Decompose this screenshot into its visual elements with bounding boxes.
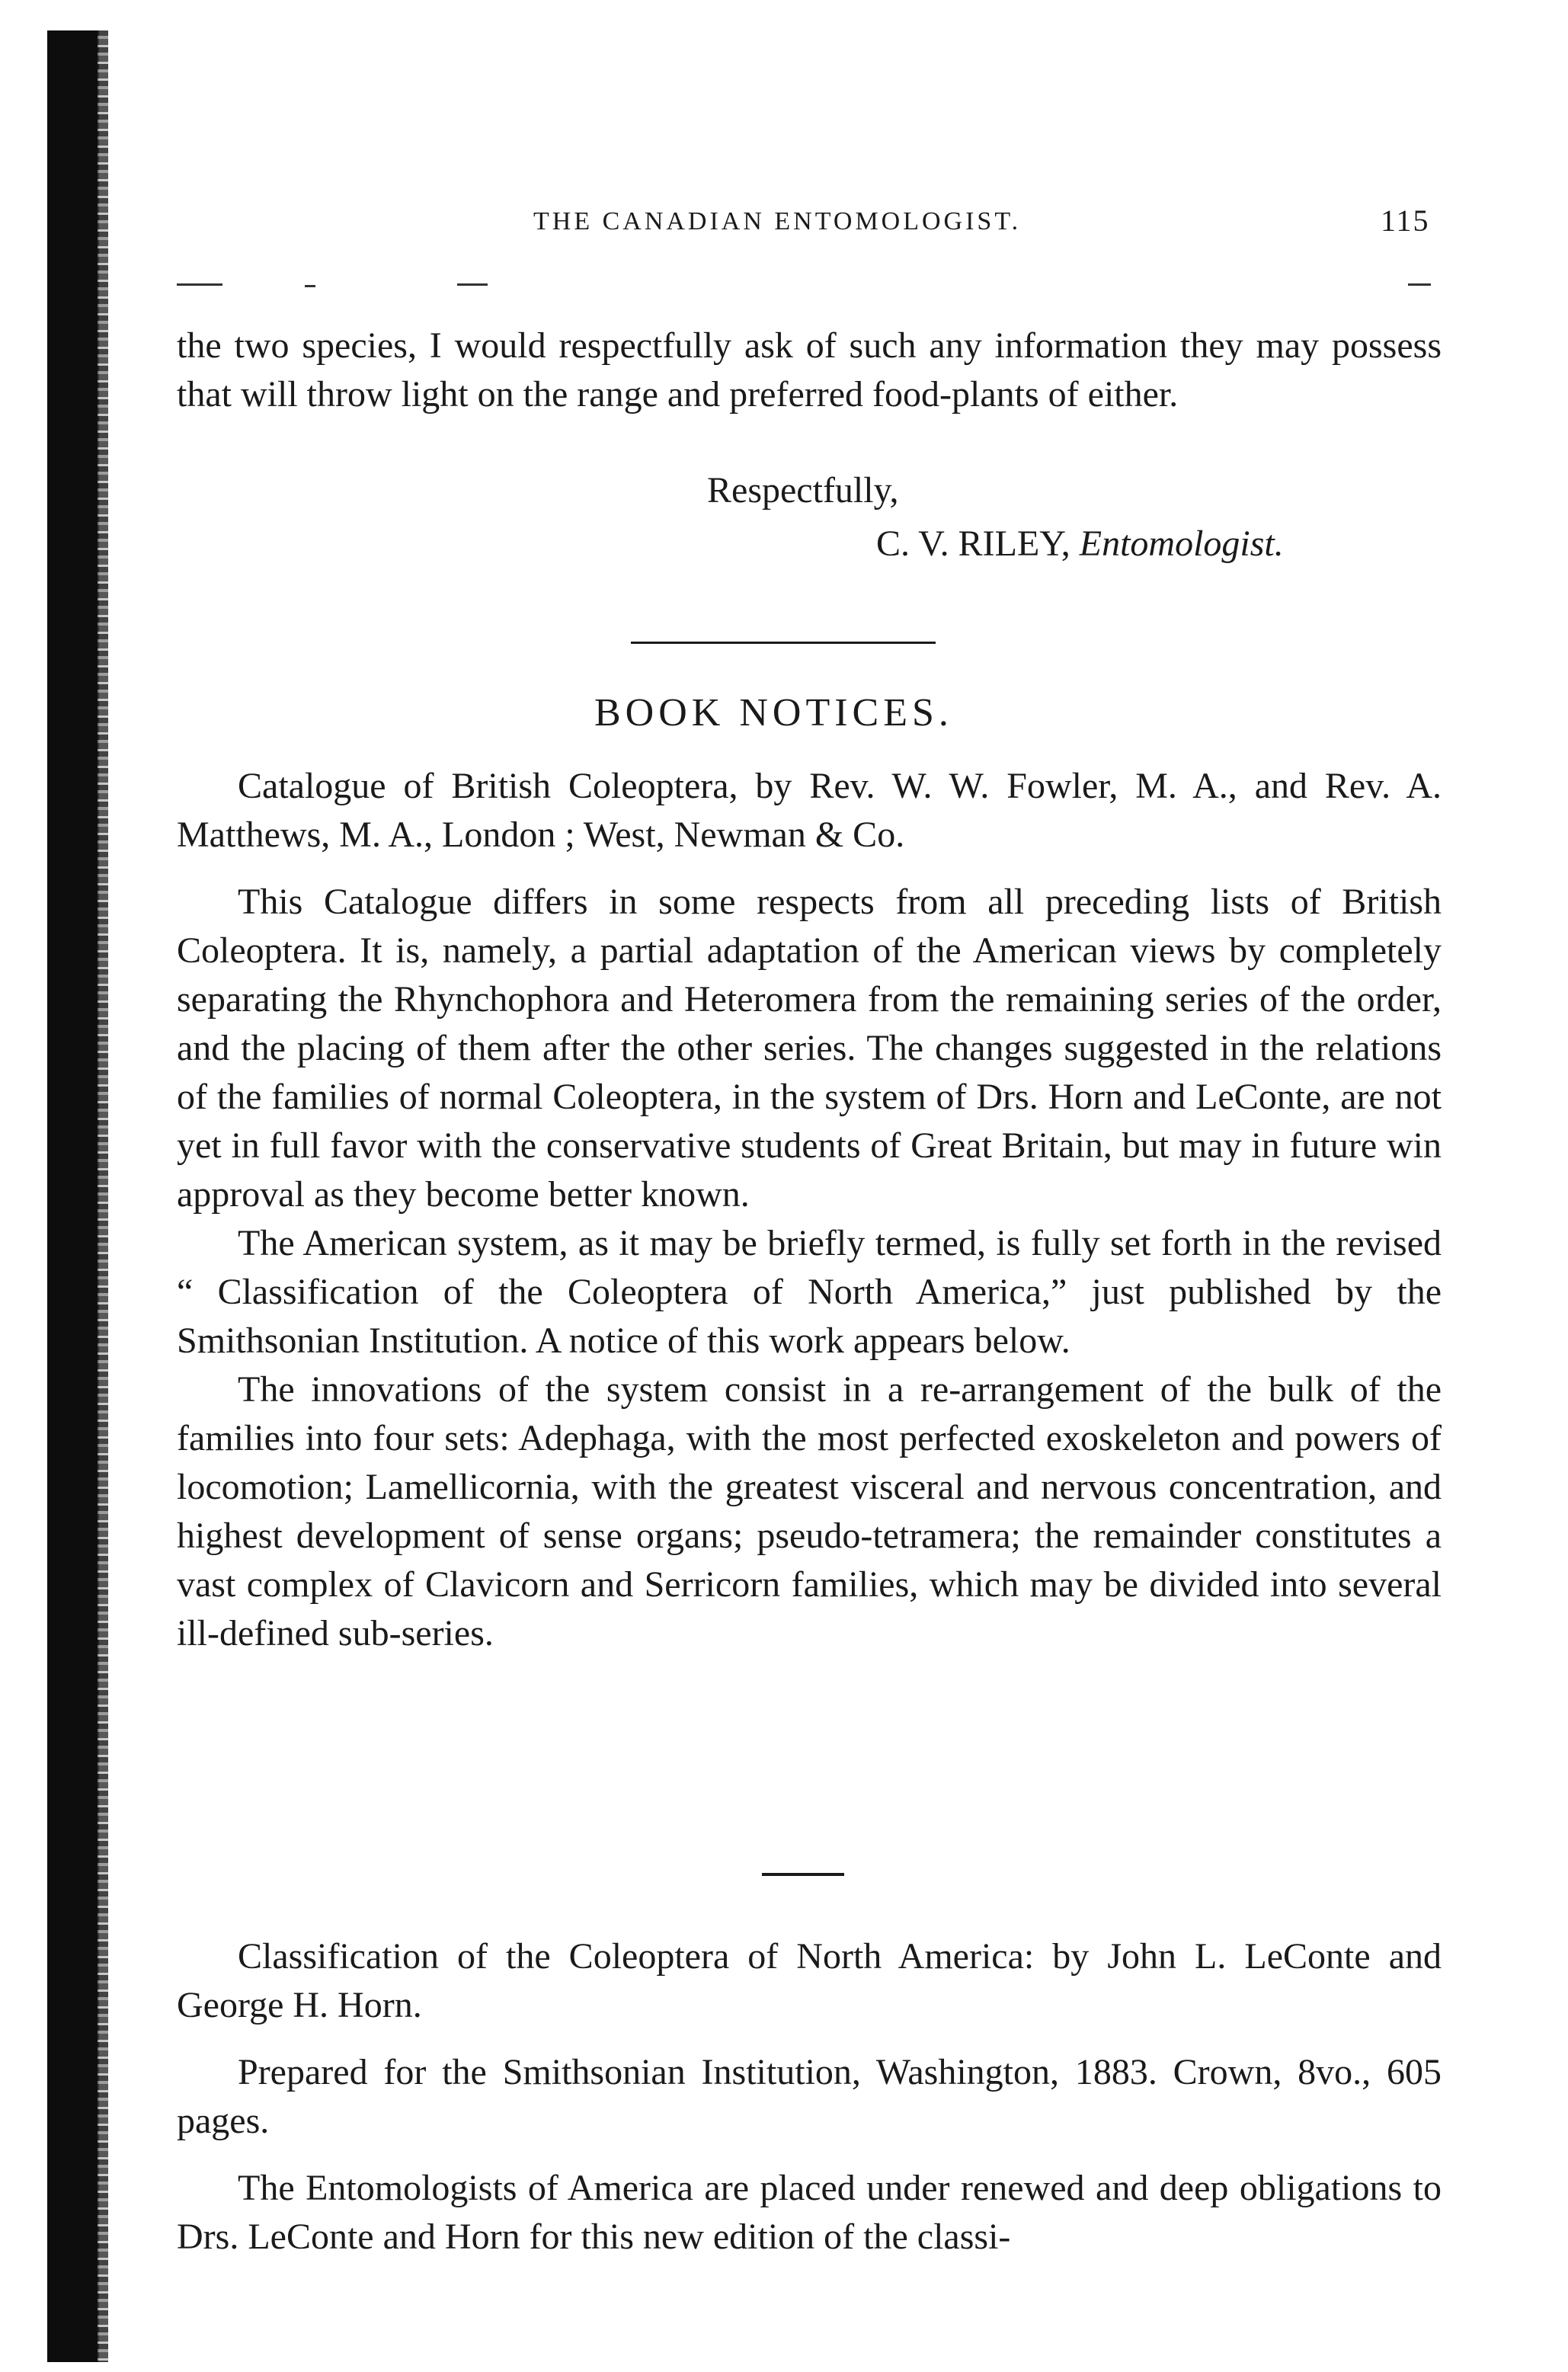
notice-2 xyxy=(177,1932,1442,2262)
header-rule-segment xyxy=(457,283,488,286)
section-divider xyxy=(631,642,936,644)
header-rule-segment xyxy=(1408,283,1431,286)
page-number: 115 xyxy=(1381,203,1430,238)
signature-role: Entomologist. xyxy=(1079,523,1284,564)
letter-closing-text: the two species, I would respectfully ask of such any information they may possess that will throw light on the range and preferred food-plants of either. xyxy=(177,325,1442,415)
page-binding-edge xyxy=(47,30,99,2362)
letter-signature xyxy=(876,523,1284,565)
letter-salutation: Respectfully, xyxy=(707,470,899,511)
notice-2-paragraph: The Entomologists of America are placed under renewed and deep obligations to Drs. LeConte and Horn for this new edition of the classi- xyxy=(177,2168,1442,2257)
notice-divider xyxy=(762,1873,844,1876)
header-rule-segment xyxy=(305,285,315,287)
letter-closing-paragraph xyxy=(177,322,1442,419)
running-head: THE CANADIAN ENTOMOLOGIST. xyxy=(533,207,1022,235)
notice-1-citation: Catalogue of British Coleoptera, by Rev. W. W. Fowler, M. A., and Rev. A. Matthews, M. A., London ; West, Newman & Co. xyxy=(177,766,1442,855)
notice-1-paragraph: This Catalogue differs in some respects from all preceding lists of British Coleoptera. It is, namely, a partial adaptation of the American views by completely separating the Rhynchophora and Heteromera from the remaining series of the order, and the placing of them after the other series. The changes suggested in the relations of the families of normal Coleoptera, in the system of Drs. Horn and LeConte, are not yet in full favor with the conservative students of Great Britain, but may in future win approval as they become better known. xyxy=(177,882,1442,1215)
notice-1-paragraph: The American system, as it may be briefly termed, is fully set forth in the revised “ Classification of the Coleoptera of North America,” just published by the Smithsonian Institution. A notice of this work appears below. xyxy=(177,1223,1442,1361)
page-binding-shadow xyxy=(98,30,108,2362)
notice-1 xyxy=(177,762,1442,1658)
notice-2-publication: Prepared for the Smithsonian Institution, Washington, 1883. Crown, 8vo., 605 pages. xyxy=(177,2052,1442,2141)
notice-2-citation: Classification of the Coleoptera of North America: by John L. LeConte and George H. Horn. xyxy=(177,1936,1442,2025)
notice-1-paragraph: The innovations of the system consist in a re-arrangement of the bulk of the families into four sets: Adephaga, with the most perfected exoskeleton and powers of locomotion; Lamellicornia, with the greatest visceral and nervous concentration, and highest development of sense organs; pseudo-tetramera; the remainder constitutes a vast complex of Clavicorn and Serricorn families, which may be divided into several ill-defined sub-series. xyxy=(177,1369,1442,1653)
header-rule-segment xyxy=(177,283,222,286)
section-title: BOOK NOTICES. xyxy=(594,691,953,735)
signature-name: C. V. RILEY, xyxy=(876,523,1070,564)
